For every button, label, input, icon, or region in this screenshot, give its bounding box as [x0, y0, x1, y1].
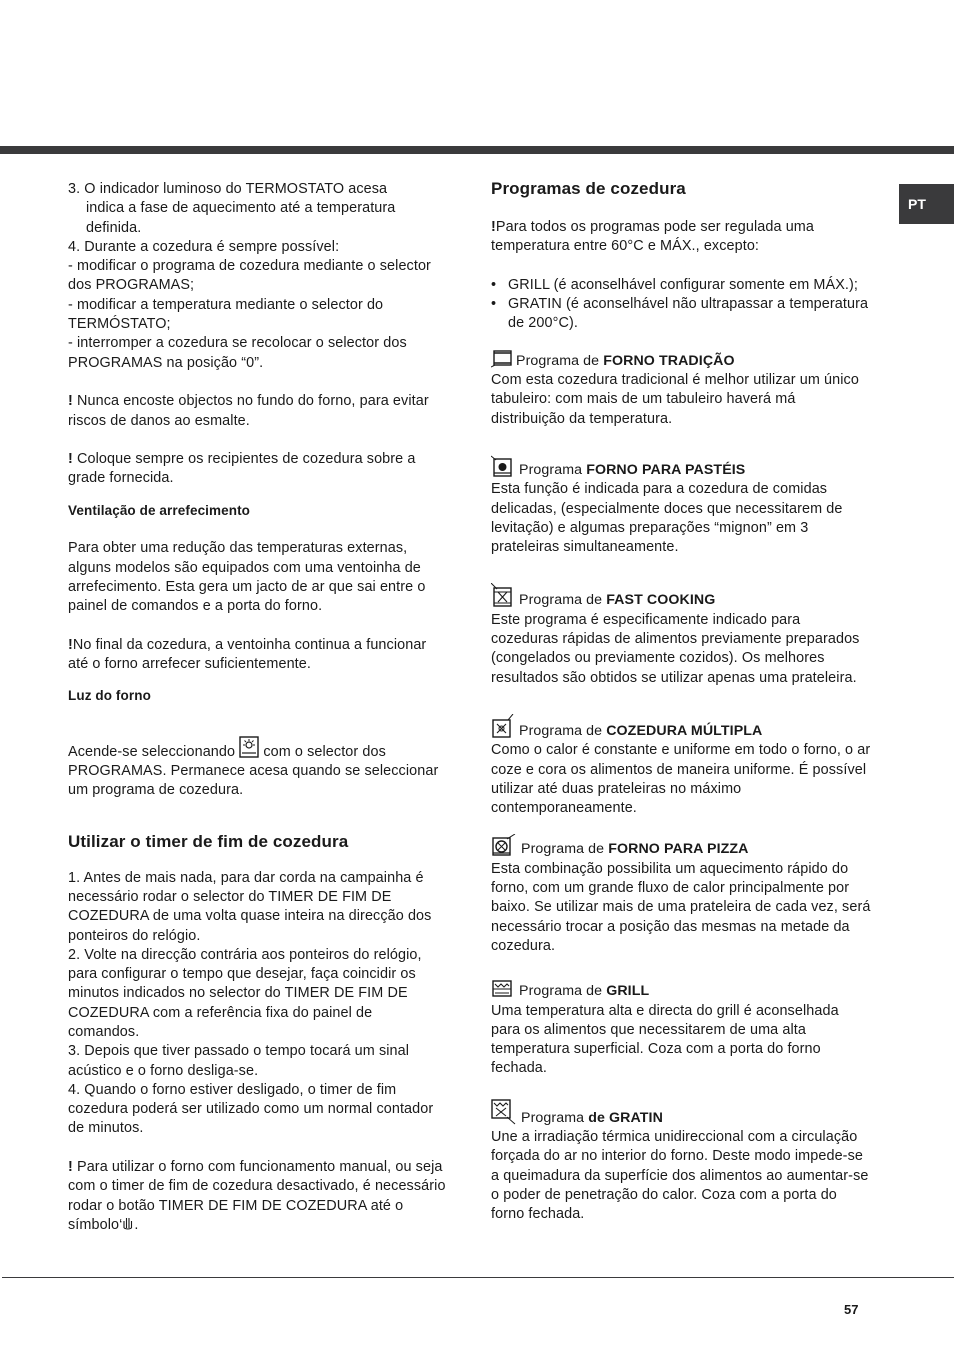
- programs-heading: Programas de cozedura: [491, 179, 686, 198]
- manual-hand-icon: [122, 1216, 134, 1230]
- exclamation-icon: !: [68, 451, 73, 468]
- exclamation-icon: !: [68, 1159, 73, 1176]
- timer-heading: Utilizar o timer de fim de cozedura: [68, 831, 349, 851]
- exclamation-icon: !: [68, 636, 73, 653]
- dash-item-1: - modificar o programa de cozedura mediante o selector dos PROGRAMAS;: [68, 258, 431, 294]
- program-pastry: Programa FORNO PARA PASTÉIS Esta função é indicada para a cozedura de comidas delicadas, (especialmente doces que necessitarem de levitação) e algumas preparações “mignon” em 3 prateleiras simultaneamente.: [491, 455, 871, 557]
- oven-light-heading: Luz do forno: [68, 688, 151, 704]
- timer-step-2: 2. Volte na direcção contrária aos ponteiros do relógio, para configurar o tempo que desejar, faça coincidir os minutos indicados no selector do TIMER DE FIM DE COZEDURA com a referência fixa do painel de comandos.: [68, 946, 422, 1040]
- traditional-oven-icon: [491, 350, 512, 368]
- right-column: [491, 178, 871, 1224]
- warning-1: ! Nunca encoste objectos no fundo do forno, para evitar riscos de danos ao esmalte.: [68, 393, 429, 429]
- program-multi-cooking: Programa de COZEDURA MÚLTIPLA Como o calor é constante e uniforme em todo o forno, o ar coze e cora os alimentos de maneira uniforme. É possível utilizar até duas prateleiras no máximo contemporaneamente.: [491, 714, 871, 818]
- step-4: 4. Durante a cozedura é sempre possível:: [68, 238, 340, 255]
- pastry-oven-icon: [491, 455, 515, 477]
- program-fast-cooking: Programa de FAST COOKING Este programa é especificamente indicado para cozeduras rápidas de alimentos previamente preparados (congelados ou previamente cozidos). Os melhores resultados são obtidos se utilizar apenas uma prateleira.: [491, 583, 871, 687]
- timer-step-1: 1. Antes de mais nada, para dar corda na campainha é necessário rodar o selector do TIMER DE FIM DE COZEDURA de uma volta quase inteira na direcção dos ponteiros do relógio.: [68, 869, 432, 944]
- step-3: 3. O indicador luminoso do TERMOSTATO acesa indica a fase de aquecimento até a temperatura definida.: [68, 181, 396, 236]
- ventilation-heading: Ventilação de arrefecimento: [68, 502, 251, 518]
- program-grill: Programa de GRILL Uma temperatura alta e directa do grill é aconselhada para os alimentos que necessitarem de uma alta temperatura superficial. Coza com a porta do forno fechada.: [491, 980, 871, 1078]
- multi-cooking-icon: [491, 714, 515, 738]
- timer-step-3: 3. Depois que tiver passado o tempo tocará um sinal acústico e o forno desliga-se.: [68, 1043, 410, 1079]
- timer-warning: ! Para utilizar o forno com funcionamento manual, ou seja com o timer de fim de cozedura desactivado, é necessário rodar o botão TIMER DE FIM DE COZEDURA até o símbolo‘ .: [68, 1159, 446, 1233]
- program-traditional: Programa de FORNO TRADIÇÃO Com esta cozedura tradicional é melhor utilizar um único tabuleiro: com mais de um tabuleiro haverá má distribuição da temperatura.: [491, 350, 871, 429]
- language-tab: PT: [899, 184, 954, 224]
- bottom-rule: [2, 1277, 954, 1278]
- list-item: • GRATIN (é aconselhável não ultrapassar a temperatura de 200°C).: [491, 295, 871, 334]
- dash-item-2: - modificar a temperatura mediante o selector do TERMÓSTATO;: [68, 296, 384, 333]
- gratin-icon: [491, 1099, 517, 1125]
- dash-item-3: - interromper a cozedura se recolocar o selector dos PROGRAMAS na posição “0”.: [68, 335, 407, 371]
- fast-cooking-icon: [491, 583, 515, 607]
- pizza-oven-icon: [491, 834, 517, 856]
- page-number: 57: [844, 1302, 859, 1317]
- oven-light-text: Acende-se seleccionando com o selector dos PROGRAMAS. Permanece acesa quando se seleccionar um programa de cozedura.: [68, 736, 446, 801]
- program-gratin: Programa de GRATIN Une a irradiação térmica unidireccional com a circulação forçada do ar no interior do forno. Deste modo impede-se a queimadura da superfície dos alimentos ao aumentar-se o poder de penetração do calor. Coza com a porta do forno fechada.: [491, 1099, 871, 1225]
- grill-icon: [491, 980, 515, 998]
- left-column: [68, 180, 446, 1235]
- timer-step-4: 4. Quando o forno estiver desligado, o timer de fim cozedura poderá ser utilizado como um normal contador de minutos.: [68, 1081, 434, 1137]
- oven-light-icon: [239, 736, 259, 758]
- programs-intro: !Para todos os programas pode ser regulada uma temperatura entre 60°C e MÁX., excepto:: [491, 219, 814, 255]
- list-item: • GRILL (é aconselhável configurar somente em MÁX.);: [491, 276, 871, 295]
- exceptions-list: [491, 276, 871, 334]
- warning-2: ! Coloque sempre os recipientes de cozedura sobre a grade fornecida.: [68, 451, 416, 487]
- ventilation-text: Para obter uma redução das temperaturas externas, alguns modelos são equipados com uma ventoinha de arrefecimento. Esta gera um jacto de ar que sai entre o painel de comandos e a porta do forno.: [68, 540, 426, 615]
- exclamation-icon: !: [68, 393, 73, 410]
- exclamation-icon: !: [491, 219, 496, 235]
- top-rule: [0, 146, 954, 154]
- ventilation-warning: !No final da cozedura, a ventoinha continua a funcionar até o forno arrefecer suficientemente.: [68, 636, 427, 673]
- program-pizza: Programa de FORNO PARA PIZZA Esta combinação possibilita um aquecimento rápido do forno, com um grande fluxo de calor principalmente por baixo. Se utilizar mais de uma prateleira de cada vez, será necessário trocar a posição das mesmas na metade da cozedura.: [491, 834, 871, 956]
